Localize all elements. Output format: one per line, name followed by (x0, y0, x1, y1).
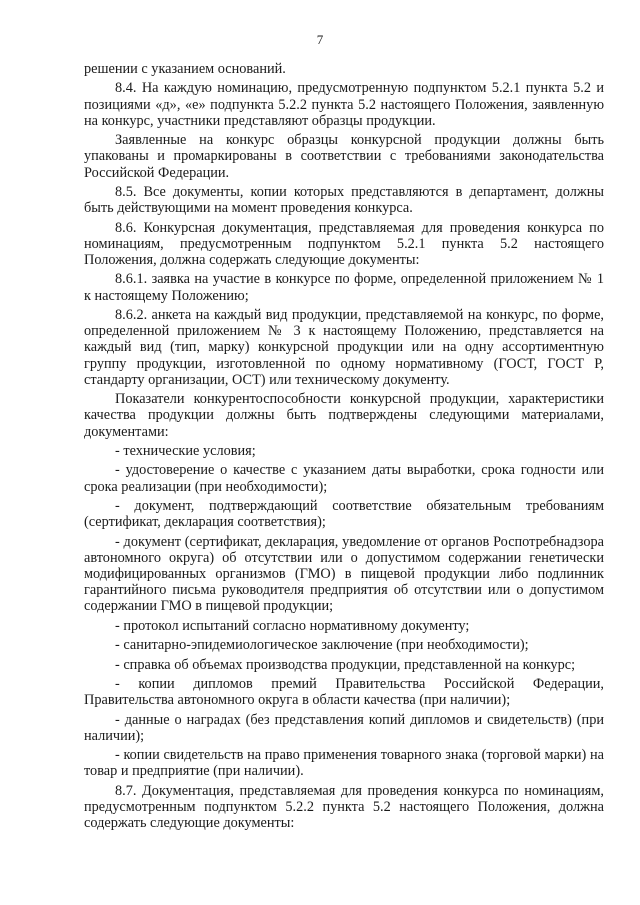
paragraph: - технические условия; (115, 442, 256, 459)
paragraph: - протокол испытаний согласно нормативному документу; (115, 617, 470, 634)
paragraph: - документ (сертификат, декларация, уведомление от органов Роспотребнадзора автономного округа) об отсутствии или о допустимом содержании генетически модифицированных организмов (ГМО) в пищевой продукции либо подлинник гарантийного письма руководителя предприятия об отсутствии или о допустимом содержании ГМО в пищевой продукции; (84, 533, 604, 615)
paragraph: - санитарно-эпидемиологическое заключение (при необходимости); (115, 637, 529, 654)
paragraph: решении с указанием оснований. (84, 61, 286, 77)
paragraph: 8.6. Конкурсная документация, представляемая для проведения конкурса по номинациям, предусмотренным подпунктом 5.2.1 пункта 5.2 настоящего Положения, должна содержать следующие документы: (84, 219, 604, 268)
paragraph: 8.5. Все документы, копии которых представляются в департамент, должны быть действующими на момент проведения конкурса. (84, 183, 604, 217)
page-number: 7 (316, 32, 324, 47)
paragraph: - копии свидетельств на право применения товарного знака (торговой марки) на товар и предприятие (при наличии). (84, 747, 604, 780)
paragraph: - копии дипломов премий Правительства Российской Федерации, Правительства автономного округа в области качества (при наличии); (84, 675, 604, 709)
paragraph: 8.4. На каждую номинацию, предусмотренную подпунктом 5.2.1 пункта 5.2 и позициями «д», «е» подпункта 5.2.2 пункта 5.2 настоящего Положения, заявленную на конкурс, участники представляют образцы продукции. (84, 80, 604, 129)
paragraph: Показатели конкурентоспособности конкурсной продукции, характеристики качества продукции должны быть подтверждены следующими материалами, документами: (84, 391, 604, 440)
paragraph: - справка об объемах производства продукции, представленной на конкурс; (115, 656, 576, 673)
paragraph: 8.7. Документация, представляемая для проведения конкурса по номинациям, предусмотренным подпунктом 5.2.2 пункта 5.2 настоящего Положения, должна содержать следующие документы: (84, 782, 604, 832)
paragraph: - данные о наградах (без представления копий дипломов и свидетельств) (при наличии); (84, 711, 604, 744)
paragraph: 8.6.2. анкета на каждый вид продукции, представляемой на конкурс, по форме, определенной приложением № 3 к настоящему Положению, представляется на каждый вид (тип, марку) конкурсной продукции или на одну ассортиментную группу продукции, изготовленной по одному нормативному (ГОСТ, ГОСТ Р, стандарту организации, ОСТ) или техническому документу. (84, 306, 604, 388)
paragraph: 8.6.1. заявка на участие в конкурсе по форме, определенной приложением № 1 к настоящему Положению; (84, 271, 604, 304)
paragraph: Заявленные на конкурс образцы конкурсной продукции должны быть упакованы и промаркированы в соответствии с требованиями законодательства Российской Федерации. (84, 132, 604, 181)
paragraph: - удостоверение о качестве с указанием даты выработки, срока годности или срока реализации (при необходимости); (84, 462, 604, 495)
document-body (84, 61, 604, 835)
paragraph: - документ, подтверждающий соответствие обязательным требованиям (сертификат, декларация соответствия); (84, 497, 604, 531)
